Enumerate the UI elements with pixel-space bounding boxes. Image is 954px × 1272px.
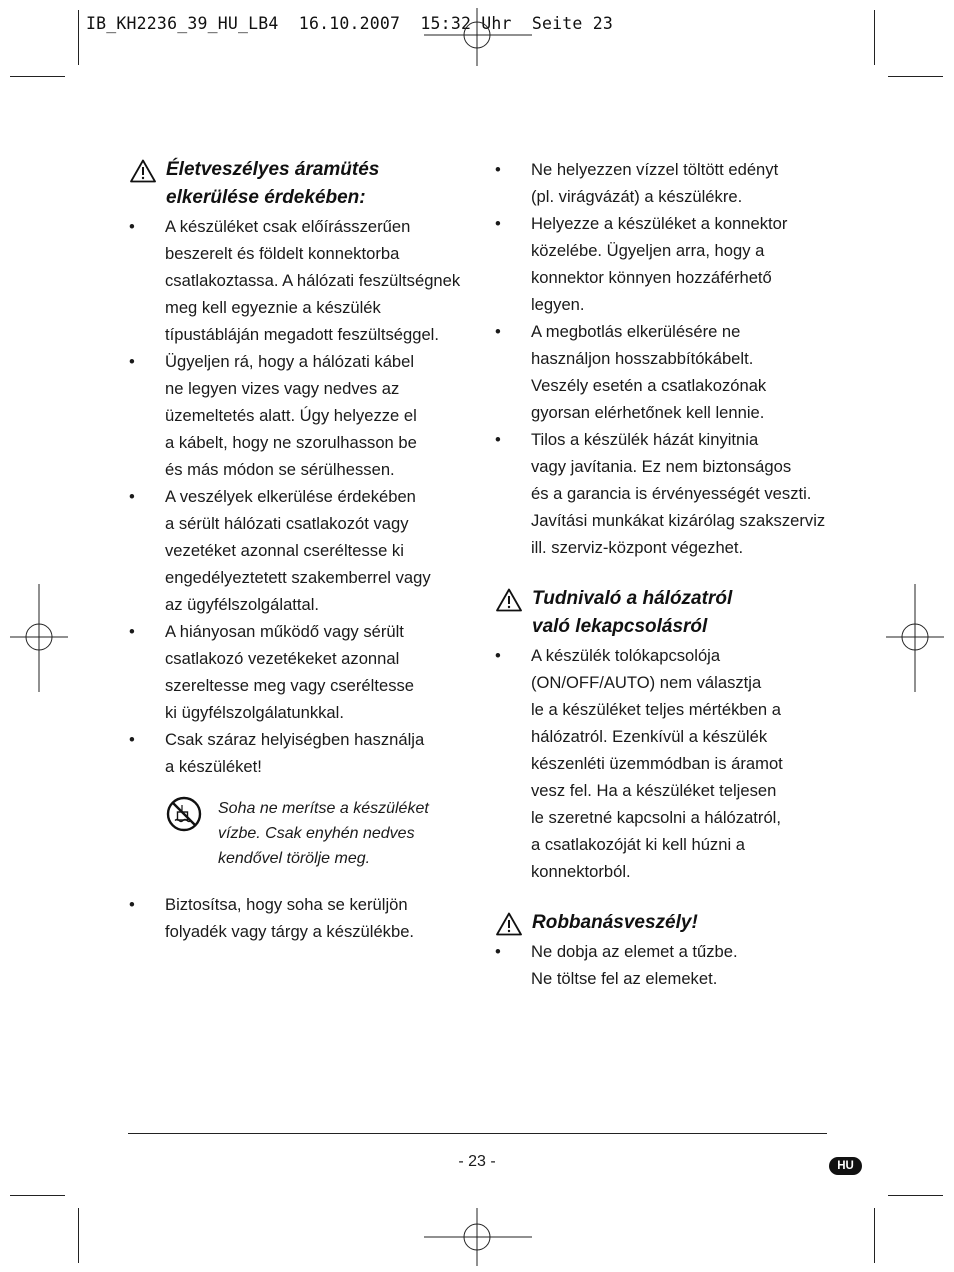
bullet-item	[128, 348, 468, 483]
bullet-line: a csatlakozóját ki kell húzni a	[531, 835, 745, 854]
print-header: IB_KH2236_39_HU_LB4 16.10.2007 15:32 Uhr Seite 23	[86, 14, 613, 33]
bullet-item	[494, 426, 834, 561]
crop-mark	[78, 10, 79, 65]
bullet-line: A hiányosan működő vagy sérült	[165, 622, 404, 641]
bullet-line: a sérült hálózati csatlakozót vagy	[165, 514, 409, 533]
bullet-line: és a garancia is érvényességét veszti.	[531, 484, 812, 503]
bullet-line: A megbotlás elkerülésére ne	[531, 322, 741, 341]
bullet-dot: •	[129, 217, 135, 236]
left-column	[128, 156, 468, 945]
bullet-line: A készülék tolókapcsolója	[531, 646, 721, 665]
page-number: - 23 -	[458, 1153, 496, 1170]
bullet-line: (pl. virágvázát) a készülékre.	[531, 187, 743, 206]
bullet-line: hálózatról. Ezenkívül a készülék	[531, 727, 768, 746]
bullet-line: A készüléket csak előírásszerűen	[165, 217, 411, 236]
bullet-item	[494, 210, 834, 318]
bullet-line: Veszély esetén a csatlakozónak	[531, 376, 767, 395]
bullet-item	[494, 318, 834, 426]
bullet-line: közelébe. Ügyeljen arra, hogy a	[531, 241, 765, 260]
bullet-list	[494, 642, 834, 885]
crop-mark	[10, 76, 65, 77]
bullet-dot: •	[495, 430, 501, 449]
bullet-line: A veszélyek elkerülése érdekében	[165, 487, 416, 506]
bullet-item	[494, 156, 834, 210]
bullet-line: Ne dobja az elemet a tűzbe.	[531, 942, 738, 961]
bullet-line: konnektorból.	[531, 862, 631, 881]
bullet-line: folyadék vagy tárgy a készülékbe.	[165, 922, 415, 941]
bullet-line: vagy javítania. Ez nem biztonságos	[531, 457, 792, 476]
bullet-line: Ne helyezzen vízzel töltött edényt	[531, 160, 779, 179]
bullet-dot: •	[495, 214, 501, 233]
bullet-line: Csak száraz helyiségben használja	[165, 730, 425, 749]
crop-mark	[78, 1208, 79, 1263]
bullet-list	[494, 938, 834, 992]
bullet-list	[494, 156, 834, 561]
heading-line: való lekapcsolásról	[532, 616, 708, 637]
bullet-line: és más módon se sérülhessen.	[165, 460, 395, 479]
bullet-line: Helyezze a készüléket a konnektor	[531, 214, 788, 233]
bullet-item	[128, 726, 468, 780]
crop-mark	[10, 1195, 65, 1196]
bullet-line: ki ügyfélszolgálatunkkal.	[165, 703, 344, 722]
crop-mark	[888, 76, 943, 77]
bullet-line: készenléti üzemmódban is áramot	[531, 754, 783, 773]
crop-mark	[888, 1195, 943, 1196]
heading-line: elkerülése érdekében:	[166, 187, 366, 208]
bullet-item	[494, 938, 834, 992]
bullet-dot: •	[495, 160, 501, 179]
registration-mark-top	[424, 8, 532, 66]
bullet-dot: •	[129, 895, 135, 914]
bullet-line: beszerelt és földelt konnektorba	[165, 244, 400, 263]
heading-disconnect	[494, 585, 834, 641]
bullet-line: Javítási munkákat kizárólag szakszerviz	[531, 511, 826, 530]
bullet-line: (ON/OFF/AUTO) nem választja	[531, 673, 762, 692]
bullet-line: ne legyen vizes vagy nedves az	[165, 379, 400, 398]
bullet-dot: •	[129, 487, 135, 506]
bullet-dot: •	[129, 622, 135, 641]
heading-electric-shock	[128, 156, 468, 212]
bullet-line: csatlakozó vezetékeket azonnal	[165, 649, 400, 668]
bullet-line: Biztosítsa, hogy soha se kerüljön	[165, 895, 408, 914]
registration-mark-bottom	[424, 1208, 532, 1266]
bullet-item	[128, 483, 468, 618]
bullet-dot: •	[495, 322, 501, 341]
heading-line: Életveszélyes áramütés	[166, 159, 380, 180]
bullet-item	[494, 642, 834, 885]
no-immersion-icon	[166, 796, 202, 832]
bullet-item	[128, 213, 468, 348]
bullet-line: a készüléket!	[165, 757, 262, 776]
bullet-line: Ne töltse fel az elemeket.	[531, 969, 718, 988]
bullet-dot: •	[129, 352, 135, 371]
bullet-line: konnektor könnyen hozzáférhető	[531, 268, 772, 287]
footer-rule	[128, 1133, 827, 1134]
registration-mark-left	[10, 584, 68, 692]
warning-triangle-icon	[130, 159, 156, 183]
bullet-line: vesz fel. Ha a készüléket teljesen	[531, 781, 777, 800]
crop-mark	[874, 10, 875, 65]
heading-explosion	[494, 909, 834, 937]
bullet-line: le a készüléket teljes mértékben a	[531, 700, 781, 719]
bullet-item	[128, 618, 468, 726]
bullet-dot: •	[495, 646, 501, 665]
bullet-line: az ügyfélszolgálattal.	[165, 595, 320, 614]
bullet-item	[128, 891, 468, 945]
bullet-line: szereltesse meg vagy cseréltesse	[165, 676, 415, 695]
right-column	[494, 156, 834, 992]
bullet-line: legyen.	[531, 295, 585, 314]
heading-line: Robbanásveszély!	[532, 912, 698, 933]
bullet-line: típustábláján megadott feszültséggel.	[165, 325, 439, 344]
warning-triangle-icon	[496, 588, 522, 612]
heading-line: Tudnivaló a hálózatról	[532, 588, 733, 609]
registration-mark-right	[886, 584, 944, 692]
warning-triangle-icon	[496, 912, 522, 936]
note-line: kendővel törölje meg.	[218, 850, 371, 867]
bullet-line: üzemeltetés alatt. Úgy helyezze el	[165, 406, 417, 425]
bullet-list	[128, 213, 468, 780]
bullet-list	[128, 891, 468, 945]
bullet-line: vezetéket azonnal cseréltesse ki	[165, 541, 404, 560]
bullet-line: le szeretné kapcsolni a hálózatról,	[531, 808, 781, 827]
bullet-line: ill. szerviz-központ végezhet.	[531, 538, 744, 557]
language-badge: HU	[829, 1157, 862, 1175]
crop-mark	[874, 1208, 875, 1263]
note-line: vízbe. Csak enyhén nedves	[218, 825, 415, 842]
bullet-line: meg kell egyeznie a készülék	[165, 298, 381, 317]
bullet-line: csatlakoztassa. A hálózati feszültségnek	[165, 271, 461, 290]
bullet-dot: •	[129, 730, 135, 749]
bullet-line: engedélyeztetett szakemberrel vagy	[165, 568, 431, 587]
bullet-dot: •	[495, 942, 501, 961]
bullet-line: használjon hosszabbítókábelt.	[531, 349, 754, 368]
note-line: Soha ne merítse a készüléket	[218, 800, 429, 817]
bullet-line: a kábelt, hogy ne szorulhasson be	[165, 433, 417, 452]
no-immersion-note	[128, 796, 468, 871]
bullet-line: Tilos a készülék házát kinyitnia	[531, 430, 759, 449]
bullet-line: gyorsan elérhetőnek kell lennie.	[531, 403, 765, 422]
bullet-line: Ügyeljen rá, hogy a hálózati kábel	[165, 352, 415, 371]
